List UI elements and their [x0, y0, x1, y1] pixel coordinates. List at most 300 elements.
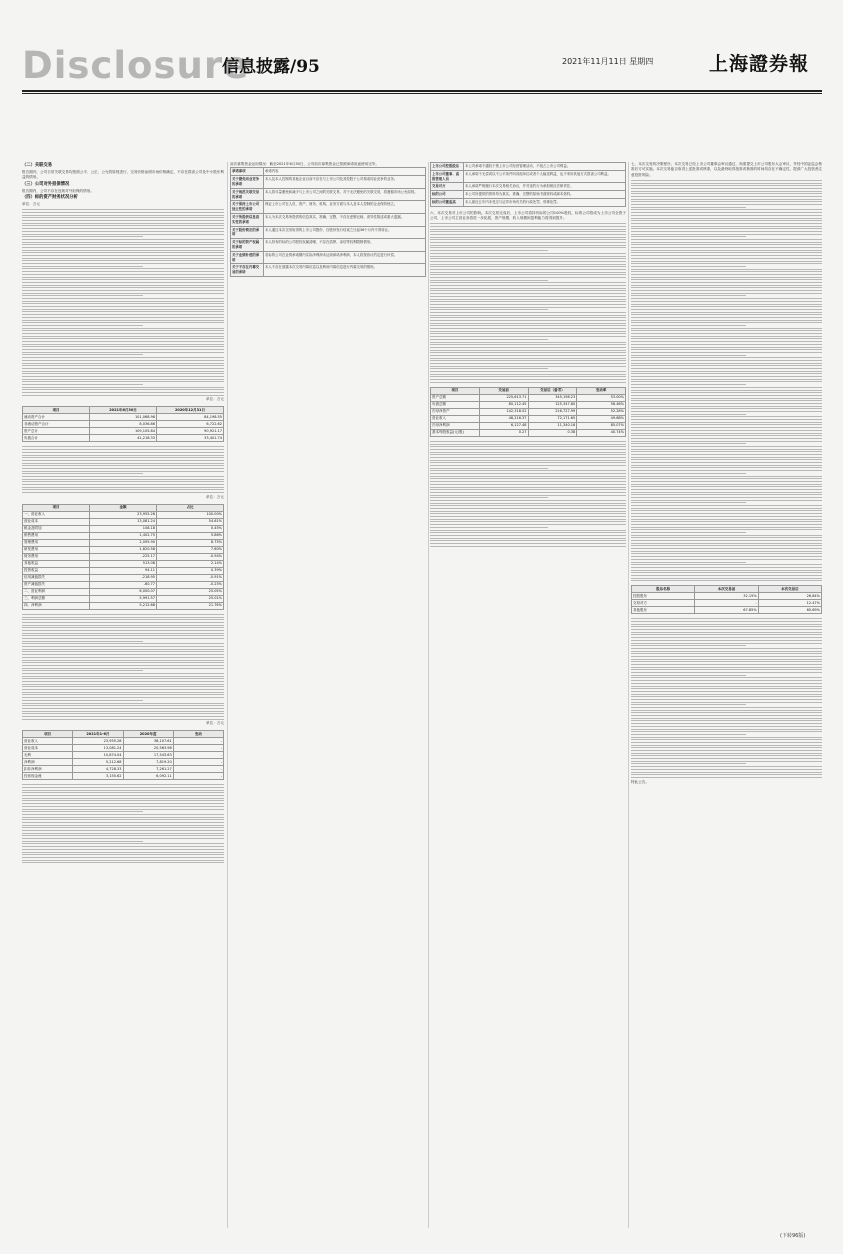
text-line [631, 352, 822, 353]
text-line [430, 312, 626, 313]
text-line [631, 188, 822, 189]
text-line [631, 250, 822, 251]
text-line [22, 492, 224, 493]
text-line [430, 527, 548, 528]
table-cell: 67.85% [695, 607, 758, 614]
table-row [23, 435, 224, 442]
text-line [631, 624, 822, 625]
table-cell: 负债合计 [23, 435, 90, 442]
text-line [631, 680, 822, 681]
text-line [631, 513, 822, 514]
text-line [631, 451, 822, 452]
table-row [431, 183, 626, 191]
table-cell: 109,105.84 [90, 428, 157, 435]
text-line [631, 629, 822, 630]
text-line [631, 763, 746, 764]
text-line [631, 656, 822, 657]
text-line [22, 209, 224, 210]
text-line [430, 339, 548, 340]
table-row [23, 581, 224, 588]
text-line [430, 505, 626, 506]
text-line [430, 473, 626, 474]
text-line [22, 258, 224, 259]
table-row [23, 567, 224, 574]
table-cell: 6,127.48 [479, 422, 528, 429]
text-line [22, 487, 224, 488]
text-line [631, 535, 822, 536]
table-row [431, 198, 626, 206]
column-divider [227, 162, 228, 1228]
text-line [631, 562, 746, 563]
text-line [631, 648, 822, 649]
text-line [631, 290, 822, 291]
table-cell: 5,991.57 [90, 595, 157, 602]
text-line [22, 614, 224, 615]
table-cell: 6,000.07 [90, 588, 157, 595]
text-line [22, 212, 224, 213]
text-line [631, 234, 822, 235]
text-line [430, 460, 626, 461]
text-line [631, 226, 822, 227]
text-line [631, 470, 822, 471]
table-row [23, 553, 224, 560]
text-line [22, 287, 224, 288]
table-cell: 142,318.52 [479, 408, 528, 415]
text-line [22, 787, 224, 788]
text-line [430, 237, 626, 238]
text-line [430, 307, 626, 308]
table-cell: 72,171.65 [528, 415, 577, 422]
text-line [22, 379, 224, 380]
text-line [631, 427, 822, 428]
table-cell: 归母净资产 [431, 408, 480, 415]
text-line [22, 277, 224, 278]
text-line [631, 239, 822, 240]
table-cell: 52.28% [577, 408, 626, 415]
text-line [631, 527, 822, 528]
balance-sheet-table [22, 406, 224, 442]
text-line [631, 669, 822, 670]
table-row [23, 532, 224, 539]
text-line [430, 336, 626, 337]
text-line [430, 532, 626, 533]
text-line [22, 625, 224, 626]
commitment-content: 本公司所提供的资料均为真实、准确、完整的原始书面资料或副本资料。 [464, 191, 626, 199]
table-cell: 2.14% [157, 560, 224, 567]
text-line [22, 692, 224, 693]
table-cell: 2,095.90 [90, 539, 157, 546]
commitment-party: 关于标的资产权属的承诺 [231, 239, 264, 252]
text-line [631, 484, 822, 485]
text-line [22, 846, 224, 847]
text-line [22, 244, 224, 245]
text-line [22, 384, 143, 385]
text-line [22, 633, 224, 634]
text-line [430, 290, 626, 291]
text-line [22, 293, 224, 294]
text-line [22, 274, 224, 275]
text-line [430, 358, 626, 359]
table-cell: 11,340.16 [528, 422, 577, 429]
commitment-party: 交易对方 [431, 183, 464, 191]
text-line [631, 567, 822, 568]
text-line [631, 220, 822, 221]
text-line [430, 231, 626, 232]
text-line [631, 640, 822, 641]
text-line [430, 317, 626, 318]
table-cell: 17,543.63 [123, 752, 173, 759]
text-line [430, 503, 626, 504]
table-cell: 其他收益 [23, 560, 90, 567]
text-line [430, 444, 626, 445]
text-line [430, 250, 548, 251]
text-line [631, 446, 822, 447]
text-line [631, 492, 822, 493]
commitment-content: 本人承诺不无偿或以不公平条件向其他单位或者个人输送利益，也不采用其他方式损害公司利益。 [464, 170, 626, 183]
text-line [631, 252, 822, 253]
text-line [631, 723, 822, 724]
text-line [22, 282, 224, 283]
commitment-party: 关于不存在内幕交易的承诺 [231, 264, 264, 277]
table-row [431, 191, 626, 199]
table-cell: 25.05% [157, 588, 224, 595]
table-row [431, 394, 626, 401]
table-cell: - [695, 600, 758, 607]
table-cell: 毛利 [23, 752, 73, 759]
text-line [22, 250, 224, 251]
text-line [430, 352, 626, 353]
text-line [22, 225, 224, 226]
text-line [430, 371, 626, 372]
text-line [631, 236, 746, 237]
table-row [23, 574, 224, 581]
text-line [631, 653, 822, 654]
commitments-table [230, 167, 426, 277]
text-line [22, 798, 224, 799]
text-line [631, 390, 822, 391]
text-line [430, 508, 626, 509]
commitment-party: 标的公司 [431, 191, 464, 199]
text-line [22, 708, 224, 709]
text-line [430, 441, 626, 442]
text-line [22, 279, 224, 280]
text-line [22, 295, 143, 296]
text-line [631, 244, 822, 245]
text-line [22, 301, 224, 302]
text-line [631, 320, 822, 321]
text-line [430, 521, 626, 522]
text-line [22, 247, 224, 248]
table-header: 2021年1-6月 [73, 731, 123, 738]
table-row [431, 408, 626, 415]
text-line [22, 617, 224, 618]
text-line [430, 288, 626, 289]
text-line [430, 489, 626, 490]
text-line [22, 668, 224, 669]
body-text: 报告期内，公司不存在违规对外担保的情形。 [22, 188, 94, 193]
table-row [23, 773, 224, 780]
text-line [22, 662, 224, 663]
text-line [631, 556, 822, 557]
table-cell: 投资收益 [23, 567, 90, 574]
text-line [22, 833, 224, 834]
table-row [431, 163, 626, 171]
text-line [22, 381, 224, 382]
disclosure-logo: Disclosure [22, 44, 250, 87]
text-line [430, 328, 626, 329]
commitment-content: 本人为本次交易所提供的信息真实、准确、完整，不存在虚假记载、误导性陈述或重大遗漏。 [264, 213, 426, 226]
text-line [22, 670, 143, 671]
masthead-rule [22, 90, 822, 92]
text-line [631, 309, 822, 310]
text-line [430, 274, 626, 275]
text-line [22, 460, 224, 461]
table-row [431, 415, 626, 422]
table-cell: 32.15% [695, 593, 758, 600]
text-line [631, 381, 822, 382]
text-line [631, 637, 822, 638]
table-cell: 225,613.71 [479, 394, 528, 401]
text-line [22, 306, 224, 307]
table-row [431, 401, 626, 408]
table-cell: 4,728.33 [73, 766, 123, 773]
text-line [631, 411, 822, 412]
text-line [631, 330, 822, 331]
table-cell: 54.61% [157, 518, 224, 525]
text-line [631, 373, 822, 374]
text-line [430, 261, 626, 262]
table-row [23, 421, 224, 428]
text-line [631, 626, 822, 627]
column-4-text-block [631, 618, 822, 778]
text-line [430, 245, 626, 246]
operating-results-table [22, 730, 224, 780]
text-line [430, 457, 626, 458]
text-line [430, 363, 626, 364]
text-line [631, 575, 822, 576]
text-line [22, 849, 224, 850]
text-line [430, 342, 626, 343]
text-line [430, 264, 626, 265]
text-line [631, 457, 822, 458]
table-cell: 20,563.98 [123, 745, 173, 752]
table-row [23, 525, 224, 532]
column-2 [230, 162, 426, 1228]
table-cell: 345,198.23 [528, 394, 577, 401]
section-heading: （四）标的资产财务状况分析 [22, 195, 78, 201]
text-line [430, 511, 626, 512]
text-line [22, 822, 224, 823]
table-cell: 净利润 [23, 759, 73, 766]
text-line [631, 529, 822, 530]
text-line [631, 341, 822, 342]
text-line [631, 545, 822, 546]
table-cell: 38,107.61 [123, 738, 173, 745]
table-cell: 23,955.28 [90, 511, 157, 518]
text-line [631, 196, 822, 197]
table-cell: 94.11 [90, 567, 157, 574]
commitment-party: 上市公司董事、高级管理人员 [431, 170, 464, 183]
table-cell: 80,112.45 [479, 401, 528, 408]
text-line [430, 540, 626, 541]
table-caption: 单位：万元 [206, 397, 224, 402]
text-line [22, 239, 224, 240]
text-line [631, 462, 822, 463]
text-line [22, 290, 224, 291]
commitment-party: 关于业绩补偿的承诺 [231, 251, 264, 264]
text-line [631, 745, 822, 746]
table-cell: 7,819.20 [123, 759, 173, 766]
text-line [22, 665, 224, 666]
table-cell: 8,036.86 [90, 421, 157, 428]
table-cell: 财务费用 [23, 553, 90, 560]
text-line [22, 352, 224, 353]
table-cell: -0.25% [157, 581, 224, 588]
text-line [631, 772, 822, 773]
text-line [22, 651, 224, 652]
table-cell: 5.86% [157, 532, 224, 539]
commitment-party: 标的公司董监高 [431, 198, 464, 206]
text-line [22, 338, 224, 339]
text-line [22, 449, 224, 450]
text-line [430, 449, 626, 450]
text-line [631, 336, 822, 337]
text-line [430, 272, 626, 273]
text-line [631, 368, 822, 369]
text-line [631, 659, 822, 660]
table-row [632, 600, 822, 607]
text-line [22, 795, 224, 796]
table-row [23, 539, 224, 546]
table-row [23, 752, 224, 759]
text-line [22, 252, 224, 253]
text-line [430, 234, 626, 235]
table-row [23, 560, 224, 567]
text-line [631, 398, 822, 399]
text-line [22, 255, 224, 256]
table-row [23, 414, 224, 421]
table-row [23, 518, 224, 525]
commitments-table-continued [430, 162, 626, 207]
table-cell: 40.74% [577, 429, 626, 436]
text-line [430, 315, 626, 316]
text-line [631, 651, 822, 652]
text-line [430, 320, 626, 321]
text-line [430, 374, 626, 375]
table-cell: 101,068.98 [90, 414, 157, 421]
text-line [631, 500, 822, 501]
text-line [631, 357, 822, 358]
text-line [22, 317, 224, 318]
text-line [430, 247, 626, 248]
text-line [631, 304, 822, 305]
text-line [430, 293, 626, 294]
page-continuation-label: (下转96版) [780, 1233, 806, 1239]
text-line [631, 435, 822, 436]
text-line [22, 309, 224, 310]
commitment-party: 关于避免同业竞争的承诺 [231, 176, 264, 189]
text-line [631, 742, 822, 743]
text-line [631, 766, 822, 767]
text-line [22, 678, 224, 679]
text-line [22, 854, 224, 855]
text-line [631, 661, 822, 662]
text-line [22, 389, 224, 390]
text-line [430, 325, 626, 326]
table-header: 项目 [23, 504, 90, 511]
text-line [631, 271, 822, 272]
text-line [631, 726, 822, 727]
text-line [631, 263, 822, 264]
table-row [231, 226, 426, 239]
text-line [631, 274, 822, 275]
table-cell: - [173, 738, 223, 745]
text-line [631, 481, 822, 482]
text-line [631, 570, 822, 571]
text-line [631, 578, 822, 579]
table-cell: 0.27 [479, 429, 528, 436]
text-line [631, 634, 822, 635]
text-line [22, 825, 224, 826]
text-line [631, 502, 746, 503]
table-row [231, 213, 426, 226]
text-line [22, 857, 224, 858]
text-line [631, 322, 822, 323]
table-header: 金额 [90, 504, 157, 511]
section-title: 信息披露/95 [222, 57, 320, 77]
text-line [631, 632, 822, 633]
masthead-rule-thin [22, 93, 822, 94]
text-line [430, 500, 626, 501]
text-line [22, 700, 143, 701]
text-line [22, 360, 224, 361]
text-line [631, 212, 822, 213]
column-divider [628, 162, 629, 1228]
text-line [631, 242, 822, 243]
table-row [23, 759, 224, 766]
text-line [631, 478, 822, 479]
text-line [22, 333, 224, 334]
text-line [22, 835, 224, 836]
text-line [22, 473, 143, 474]
text-line [22, 841, 143, 842]
text-line [631, 702, 822, 703]
text-line [22, 365, 224, 366]
text-line [22, 455, 224, 456]
text-line [22, 830, 224, 831]
text-line [430, 258, 626, 259]
text-line [22, 268, 224, 269]
text-line [631, 266, 746, 267]
table-cell: -0.91% [157, 574, 224, 581]
section-heading: （二）关联交易 [22, 163, 53, 168]
table-cell: 84,198.55 [157, 414, 224, 421]
text-line [430, 468, 548, 469]
text-line [22, 627, 224, 628]
text-line [631, 422, 822, 423]
text-line [430, 465, 626, 466]
text-line [631, 400, 822, 401]
text-line [22, 481, 224, 482]
text-line [631, 537, 822, 538]
text-line [22, 217, 224, 218]
text-line [430, 524, 626, 525]
table-header: 本次交易后 [758, 586, 821, 593]
text-line [631, 328, 822, 329]
table-cell: 其他股东 [632, 607, 695, 614]
text-line [430, 239, 626, 240]
text-line [430, 476, 626, 477]
